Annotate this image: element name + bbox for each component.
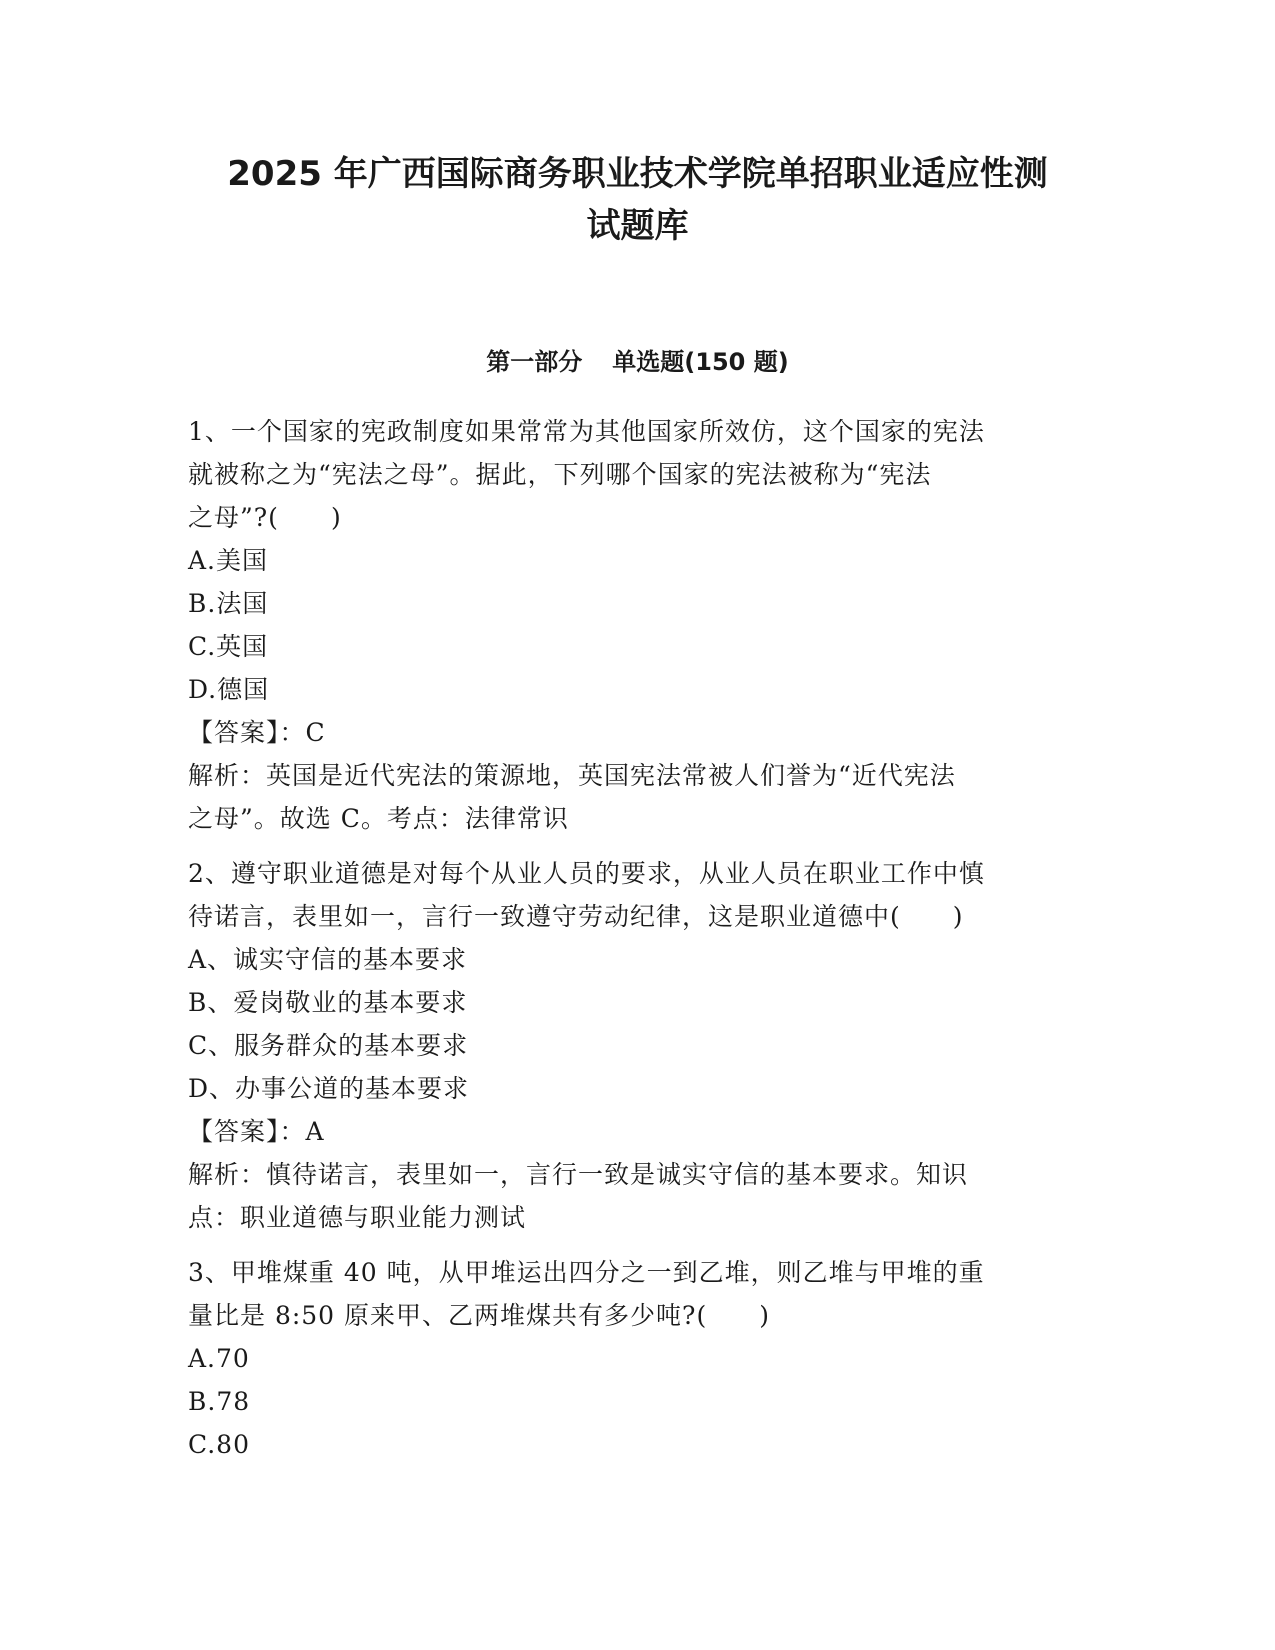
question-2	[188, 852, 1088, 1239]
question-stem-line: 就被称之为“宪法之母”。据此，下列哪个国家的宪法被称为“宪法	[188, 460, 932, 489]
answer: 【答案】：C	[188, 718, 326, 747]
question-stem-line: 待诺言，表里如一，言行一致遵守劳动纪律，这是职业道德中( )	[188, 902, 964, 931]
option-c: C、服务群众的基本要求	[188, 1031, 469, 1060]
option-d: D、办事公道的基本要求	[188, 1074, 470, 1103]
question-1	[188, 410, 1088, 840]
analysis-line: 解析：英国是近代宪法的策源地，英国宪法常被人们誉为“近代宪法	[188, 761, 956, 790]
option-c: C.英国	[188, 632, 269, 661]
option-b: B、爱岗敬业的基本要求	[188, 988, 468, 1017]
option-a: A.70	[188, 1344, 250, 1373]
question-stem-line: 1、一个国家的宪政制度如果常常为其他国家所效仿，这个国家的宪法	[188, 417, 985, 446]
question-stem-line: 3、甲堆煤重 40 吨，从甲堆运出四分之一到乙堆，则乙堆与甲堆的重	[188, 1258, 985, 1287]
section-heading	[150, 345, 1125, 379]
question-stem-line: 之母”?( )	[188, 503, 342, 532]
option-d: D.德国	[188, 675, 270, 704]
option-b: B.78	[188, 1387, 251, 1416]
question-stem-line: 2、遵守职业道德是对每个从业人员的要求，从业人员在职业工作中慎	[188, 859, 985, 888]
analysis-line: 点：职业道德与职业能力测试	[188, 1203, 527, 1232]
analysis-line: 解析：慎待诺言，表里如一，言行一致是诚实守信的基本要求。知识	[188, 1160, 969, 1189]
question-3	[188, 1251, 1088, 1466]
section-part: 第一部分	[486, 348, 583, 376]
answer: 【答案】：A	[188, 1117, 325, 1146]
option-c: C.80	[188, 1430, 250, 1459]
option-a: A、诚实守信的基本要求	[188, 945, 468, 974]
question-stem-line: 量比是 8:50 原来甲、乙两堆煤共有多少吨?( )	[188, 1301, 770, 1330]
section-name: 单选题(150 题)	[612, 348, 789, 376]
document-title-line-2: 试题库	[586, 206, 689, 246]
document-title-line-1: 2025 年广西国际商务职业技术学院单招职业适应性测	[227, 154, 1048, 194]
option-b: B.法国	[188, 589, 269, 618]
analysis-line: 之母”。故选 C。考点：法律常识	[188, 804, 569, 833]
question-list	[188, 410, 1088, 1466]
option-a: A.美国	[188, 546, 269, 575]
